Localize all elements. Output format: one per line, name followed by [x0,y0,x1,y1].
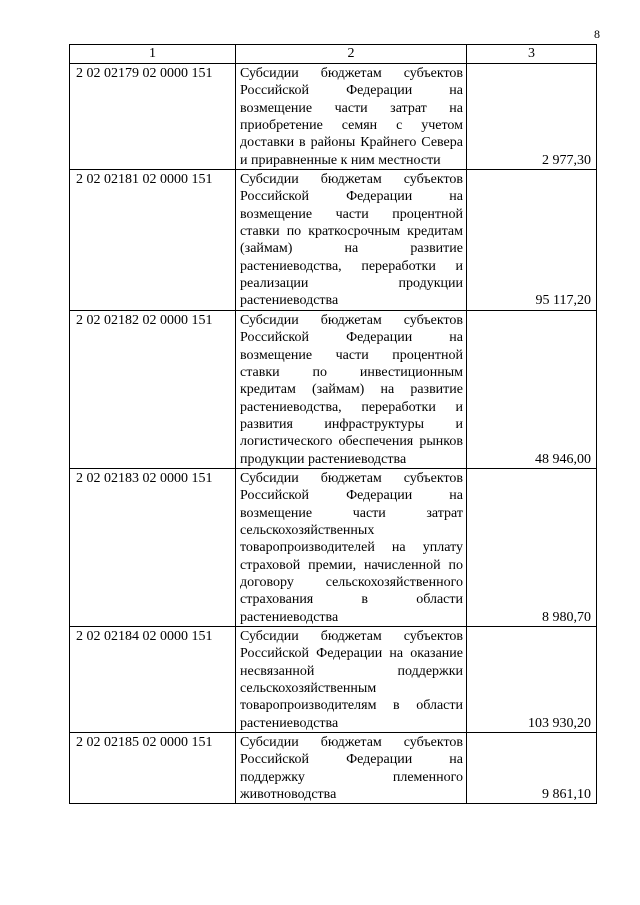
description-cell [236,733,467,804]
table-row [70,627,597,733]
column-header-3: 3 [467,45,597,64]
table-row [70,468,597,626]
column-header-2: 2 [236,45,467,64]
description-text: Субсидии бюджетам субъектов Российской Федерации на возмещение части затрат сельскохозяйственных товаропроизводителей на уплату страховой премии, начисленной по договору сельскохозяйственного страхования в области растениеводства [240,470,463,625]
description-cell [236,170,467,311]
description-text: Субсидии бюджетам субъектов Российской Федерации на возмещение части процентной ставки по краткосрочным кредитам (займам) на развитие растениеводства, переработки и реализации продукции растениеводства [240,172,463,309]
budget-table [69,44,597,804]
table-row [70,170,597,311]
table-row [70,310,597,468]
description-cell [236,64,467,170]
amount-cell: 2 977,30 [467,64,597,170]
table-header-row [70,45,597,64]
budget-table-container [69,44,596,804]
table-row [70,733,597,804]
description-text: Субсидии бюджетам субъектов Российской Федерации на поддержку племенного животноводства [240,735,463,803]
budget-code-cell: 2 02 02183 02 0000 151 [70,468,236,626]
description-text: Субсидии бюджетам субъектов Российской Федерации на возмещение части процентной ставки по инвестиционным кредитам (займам) на развитие растениеводства, переработки и развития инфраструктуры и логистического обеспечения рынков продукции растениеводства [240,312,463,467]
description-cell [236,468,467,626]
amount-cell: 8 980,70 [467,468,597,626]
amount-cell: 103 930,20 [467,627,597,733]
budget-code-cell: 2 02 02181 02 0000 151 [70,170,236,311]
description-text: Субсидии бюджетам субъектов Российской Федерации на возмещение части затрат на приобретение семян с учетом доставки в районы Крайнего Севера и приравненные к ним местности [240,66,463,168]
amount-cell: 48 946,00 [467,310,597,468]
budget-code-cell: 2 02 02185 02 0000 151 [70,733,236,804]
amount-cell: 95 117,20 [467,170,597,311]
budget-code-cell: 2 02 02179 02 0000 151 [70,64,236,170]
table-row [70,64,597,170]
budget-code-cell: 2 02 02182 02 0000 151 [70,310,236,468]
column-header-1: 1 [70,45,236,64]
amount-cell: 9 861,10 [467,733,597,804]
description-cell [236,627,467,733]
description-text: Субсидии бюджетам субъектов Российской Федерации на оказание несвязанной поддержки сельскохозяйственным товаропроизводителям в области растениеводства [240,629,463,731]
page-number: 8 [594,27,600,41]
budget-code-cell: 2 02 02184 02 0000 151 [70,627,236,733]
description-cell [236,310,467,468]
